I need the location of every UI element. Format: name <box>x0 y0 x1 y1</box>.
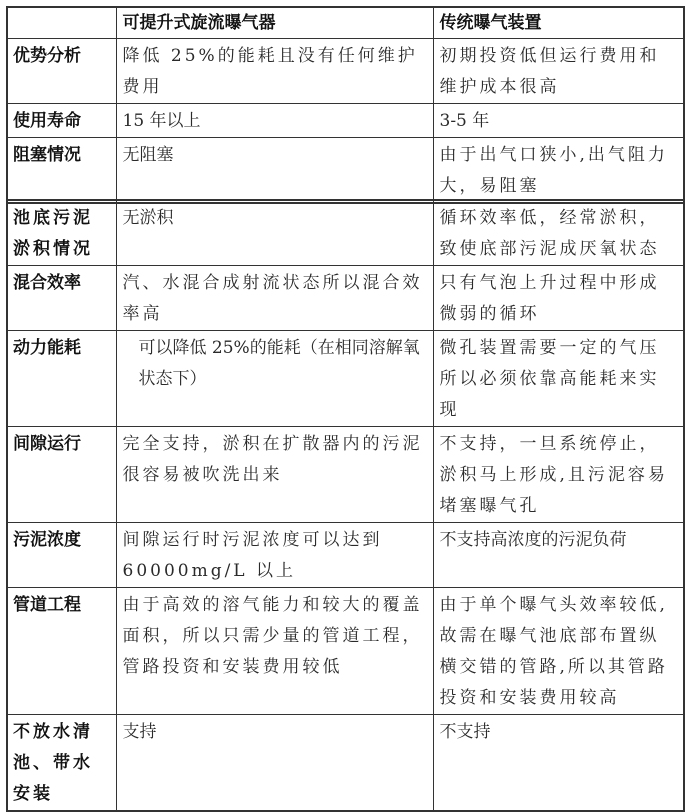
table-row <box>7 588 684 715</box>
header-traditional-aerator: 传统曝气装置 <box>433 7 684 39</box>
row-label-no-drain-install: 不放水清池、带水安装 <box>7 715 116 812</box>
cell-traditional: 微孔装置需要一定的气压所以必须依靠高能耗来实现 <box>433 331 684 427</box>
table-row <box>7 266 684 331</box>
cell-new: 可以降低 25%的能耗（在相同溶解氧状态下） <box>116 331 433 427</box>
cell-traditional: 不支持 <box>433 715 684 812</box>
cell-new: 间隙运行时污泥浓度可以达到60000mg/L 以上 <box>116 523 433 588</box>
row-label-sludge-concentration: 污泥浓度 <box>7 523 116 588</box>
cell-traditional: 由于出气口狭小,出气阻力大，易阻塞 <box>433 138 684 204</box>
header-new-aerator: 可提升式旋流曝气器 <box>116 7 433 39</box>
row-label-service-life: 使用寿命 <box>7 104 116 138</box>
cell-traditional: 循环效率低，经常淤积，致使底部污泥成厌氧状态 <box>433 200 684 266</box>
cell-traditional: 不支持，一旦系统停止，淤积马上形成,且污泥容易堵塞曝气孔 <box>433 427 684 523</box>
table-row <box>7 427 684 523</box>
cell-new: 无阻塞 <box>116 138 433 204</box>
cell-new: 支持 <box>116 715 433 812</box>
cell-new: 完全支持，淤积在扩散器内的污泥很容易被吹洗出来 <box>116 427 433 523</box>
cell-new: 由于高效的溶气能力和较大的覆盖面积，所以只需少量的管道工程，管路投资和安装费用较低 <box>116 588 433 715</box>
table-row <box>7 104 684 138</box>
table-row <box>7 138 684 204</box>
row-label-advantage: 优势分析 <box>7 39 116 104</box>
cell-new: 汽、水混合成射流状态所以混合效率高 <box>116 266 433 331</box>
cell-new: 降低 25%的能耗且没有任何维护费用 <box>116 39 433 104</box>
table-row <box>7 715 684 812</box>
cell-traditional: 不支持高浓度的污泥负荷 <box>433 523 684 588</box>
cell-traditional: 由于单个曝气头效率较低,故需在曝气池底部布置纵横交错的管路,所以其管路投资和安装费用较高 <box>433 588 684 715</box>
row-label-intermittent-operation: 间隙运行 <box>7 427 116 523</box>
row-label-pipeline-engineering: 管道工程 <box>7 588 116 715</box>
cell-new: 15 年以上 <box>116 104 433 138</box>
row-label-sludge-deposit: 池底污泥淤积情况 <box>7 200 116 266</box>
table-row <box>7 39 684 104</box>
row-label-mixing-efficiency: 混合效率 <box>7 266 116 331</box>
cell-traditional: 只有气泡上升过程中形成微弱的循环 <box>433 266 684 331</box>
comparison-table-top <box>6 6 685 204</box>
cell-new: 无淤积 <box>116 200 433 266</box>
header-row <box>7 7 684 39</box>
table-row <box>7 331 684 427</box>
row-label-blockage: 阻塞情况 <box>7 138 116 204</box>
cell-traditional: 初期投资低但运行费用和维护成本很高 <box>433 39 684 104</box>
header-empty-cell <box>7 7 116 39</box>
comparison-table-bottom <box>6 199 685 812</box>
table-row <box>7 523 684 588</box>
cell-traditional: 3-5 年 <box>433 104 684 138</box>
table-row <box>7 200 684 266</box>
row-label-power-consumption: 动力能耗 <box>7 331 116 427</box>
